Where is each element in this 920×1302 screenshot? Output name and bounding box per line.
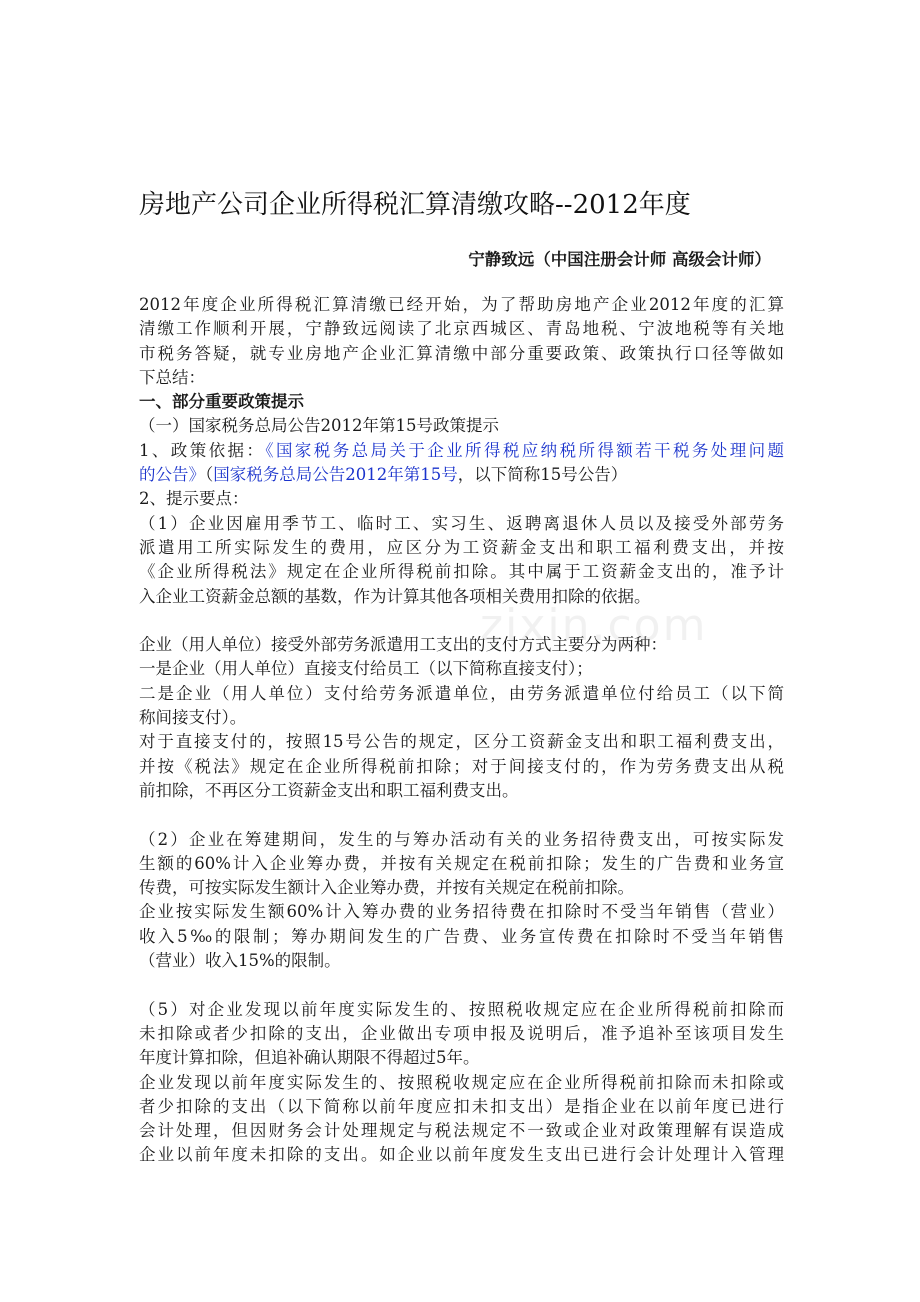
- text-segment: ，以下简称15号公告）: [457, 465, 628, 485]
- text-line: 前扣除，不再区分工资薪金支出和职工福利费支出。: [139, 780, 519, 800]
- text-line: 企业发现以前年度实际发生的、按照税收规定应在企业所得税前扣除而未扣除或: [139, 1072, 784, 1092]
- text-line: 收入5‰的限制；筹办期间发生的广告费、业务宣传费在扣除时不受当年销售: [139, 926, 784, 946]
- text-segment: （: [205, 465, 214, 485]
- text-line: 企业以前年度未扣除的支出。如企业以前年度发生支出已进行会计处理计入管理: [139, 1145, 784, 1165]
- blank-line: [139, 609, 784, 633]
- document-author: 宁静致远（中国注册会计师 高级会计师）: [468, 250, 771, 269]
- text-line: 二是企业（用人单位）支付给劳务派遣单位，由劳务派遣单位付给员工（以下简: [139, 683, 784, 703]
- text-line: 入企业工资薪金总额的基数，作为计算其他各项相关费用扣除的依据。: [139, 586, 651, 606]
- reference-link[interactable]: 国家税务总局公告2012年第15号: [213, 465, 458, 485]
- text-line: 称间接支付）。: [139, 708, 247, 728]
- text-line: 者少扣除的支出（以下简称以前年度应扣未扣支出）是指企业在以前年度已进行: [139, 1096, 784, 1116]
- blank-line: [139, 973, 784, 997]
- reference-link[interactable]: 《国家税务总局关于企业所得税应纳税所得额若干税务处理问题: [265, 440, 785, 460]
- text-line: 一是企业（用人单位）直接支付给员工（以下简称直接支付）；: [139, 659, 593, 679]
- section-heading: 一、部分重要政策提示: [139, 392, 304, 412]
- text-line: 会计处理，但因财务会计处理规定与税法规定不一致或企业对政策理解有误造成: [139, 1121, 784, 1141]
- text-line: （5）对企业发现以前年度实际发生的、按照税收规定应在企业所得税前扣除而: [139, 999, 784, 1019]
- text-line: 年度计算扣除，但追补确认期限不得超过5年。: [139, 1048, 480, 1068]
- text-line: 企业（用人单位）接受外部劳务派遣用工支出的支付方式主要分为两种：: [139, 635, 667, 655]
- text-line: 2012年度企业所得税汇算清缴已经开始，为了帮助房地产企业2012年度的汇算: [139, 295, 784, 314]
- text-line: 《企业所得税法》规定在企业所得税前扣除。其中属于工资薪金支出的，准予计: [139, 562, 784, 582]
- document-title: 房地产公司企业所得税汇算清缴攻略--2012年度: [139, 190, 691, 220]
- text-line: （1）企业因雇用季节工、临时工、实习生、返聘离退休人员以及接受外部劳务: [139, 513, 784, 533]
- text-line: 生额的60%计入企业筹办费，并按有关规定在税前扣除；发生的广告费和业务宣: [139, 853, 784, 873]
- text-line: 清缴工作顺利开展，宁静致远阅读了北京西城区、青岛地税、宁波地税等有关地: [139, 319, 784, 339]
- text-line: （2）企业在筹建期间，发生的与筹办活动有关的业务招待费支出，可按实际发: [139, 829, 784, 849]
- text-line: [139, 463, 784, 487]
- text-line: 未扣除或者少扣除的支出，企业做出专项申报及说明后，准予追补至该项目发生: [139, 1023, 784, 1043]
- text-line: 下总结：: [139, 367, 205, 387]
- text-line: 2、提示要点：: [139, 489, 249, 509]
- text-line: （营业）收入15%的限制。: [139, 951, 341, 971]
- text-segment: 1、政策依据：: [139, 440, 266, 460]
- blank-line: [139, 803, 784, 827]
- text-line: 派遣用工所实际发生的费用，应区分为工资薪金支出和职工福利费支出，并按: [139, 537, 784, 557]
- watermark: zixin.com: [480, 600, 708, 651]
- text-line: [139, 439, 784, 463]
- text-line: 传费，可按实际发生额计入企业筹办费，并按有关规定在税前扣除。: [139, 878, 634, 898]
- text-line: 对于直接支付的，按照15号公告的规定，区分工资薪金支出和职工福利费支出，: [139, 732, 784, 752]
- text-line: （一）国家税务总局公告2012年第15号政策提示: [139, 416, 499, 436]
- document-body: [139, 293, 784, 1168]
- text-line: 并按《税法》规定在企业所得税前扣除；对于间接支付的，作为劳务费支出从税: [139, 756, 784, 776]
- text-line: 市税务答疑，就专业房地产企业汇算清缴中部分重要政策、政策执行口径等做如: [139, 343, 784, 363]
- text-line: 企业按实际发生额60%计入筹办费的业务招待费在扣除时不受当年销售（营业）: [139, 902, 784, 922]
- reference-link[interactable]: 的公告》: [139, 465, 205, 485]
